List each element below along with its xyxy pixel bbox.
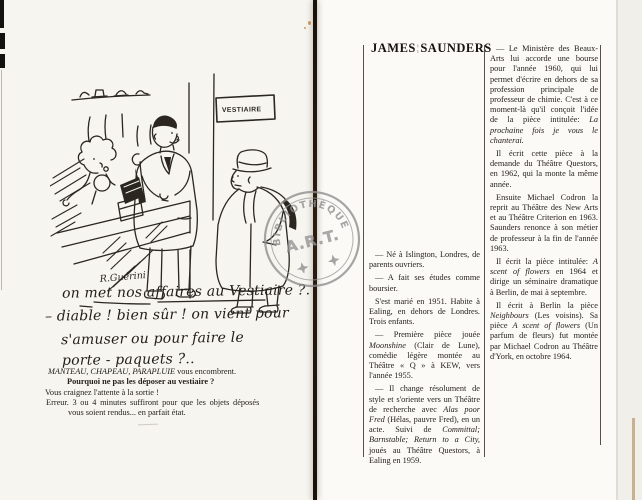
stamp-arc-text: BIBLIOTHÈQUE [271, 198, 351, 247]
column-rule-right [600, 45, 601, 445]
caption-line: s'amuser ou pour faire le [60, 329, 245, 349]
notice-line: MANTEAU, CHAPEAU, PARAPLUIE vous encombrent. [48, 367, 237, 376]
caption-line: – diable ! bien sûr ! on vient pour [44, 305, 289, 325]
binding-mark [0, 54, 5, 68]
print-artifact: ¦ [416, 43, 420, 53]
scan-edge-strip [618, 0, 642, 500]
shelf-line [72, 95, 150, 100]
article-right-column [490, 44, 598, 365]
article-left-column [369, 250, 480, 469]
paragraph: Il écrit la pièce intitulée: A scent of flowers en 1964 et dirige un séminaire dramatique à Berlin, de mai à septembre. [490, 257, 598, 297]
title-first: JAMES [371, 41, 416, 55]
paragraph: Il écrit à Berlin la pièce Neighbours (Les voisins). Sa pièce A scent of flowers (Un parfum de fleurs) fut montée par Michael Codron au Théâtre d'York, en octobre 1964. [490, 300, 599, 361]
page-edge-shadow [616, 0, 618, 500]
left-edge-line [1, 70, 2, 290]
stamp-center-text: A.R.T. [283, 225, 342, 257]
paragraph: — Première pièce jouée Moonshine (Clair de Lune), comédie légère montée au Théâtre « Q » à KEW, vers l'année 1955. [369, 330, 480, 381]
article-title [371, 41, 492, 56]
library-stamp [252, 179, 372, 299]
paragraph: — A fait ses études comme boursier. [369, 273, 480, 293]
paragraph: S'est marié en 1951. Habite à Ealing, en dehors de Londres. Trois enfants. [369, 296, 480, 327]
paragraph: Il écrit cette pièce à la demande du Théâtre Questors, en 1962, qui la monte la même année. [490, 149, 598, 189]
paragraph: — Né à Islington, Londres, de parents ouvriers. [369, 250, 480, 270]
notice-line: Vous craignez l'attente à la sortie ! [45, 388, 159, 397]
caption-line: on met nos affaires au Vestiaire ?. [61, 282, 311, 302]
vestiaire-sign-text: VESTIAIRE [221, 106, 262, 114]
star-icon [295, 261, 310, 276]
counter [57, 201, 190, 264]
notice-line: Erreur. 3 ou 4 minutes suffiront pour que les objets déposés [46, 398, 260, 407]
caption-line: porte - paquets ?.. [61, 351, 195, 369]
binding-mark [0, 0, 4, 28]
artist-signature: R.Guérini [99, 269, 147, 285]
paper-speck [308, 21, 311, 25]
paragraph: — Il change résolument de style et s'oriente vers un Théâtre de recherche avec Alas poor Fred (Hélas, pauvre Fred), en un acte. Suivi de Committal; Barnstable; Return to a City, joués au Théâtre Questors, à Ealing en 1959. [369, 384, 480, 465]
paper-speck [304, 27, 306, 29]
paragraph: Ensuite Michael Codron la reprit au Théâtre des New Arts et au Théâtre Criterion en 1963. Saunders renonce à son métier de professeur à la fin de l'année 1963. [490, 192, 598, 253]
notice-line: Pourquoi ne pas les déposer au vestiaire ? [67, 377, 215, 386]
fat-man-hat [233, 168, 271, 172]
man-head [152, 127, 177, 147]
attendant-head [78, 136, 116, 165]
star-icon [327, 253, 342, 268]
binding-mark [0, 33, 5, 49]
page-edge-line [632, 418, 635, 500]
paragraph: — Le Ministère des Beaux-Arts lui accorde une bourse pour l'année 1960, qui lui permet d'écrire en dehors de sa profession principale de professeur de chimie. C'est à ce moment-là qu'il conçoit l'idée de la pièce intitulée: La prochaine fois je vous le chanterai. [490, 44, 598, 145]
notice-line: vous soient rendus... en parfait état. [68, 408, 186, 417]
title-last: SAUNDERS [420, 41, 492, 55]
column-rule-middle [484, 45, 485, 457]
